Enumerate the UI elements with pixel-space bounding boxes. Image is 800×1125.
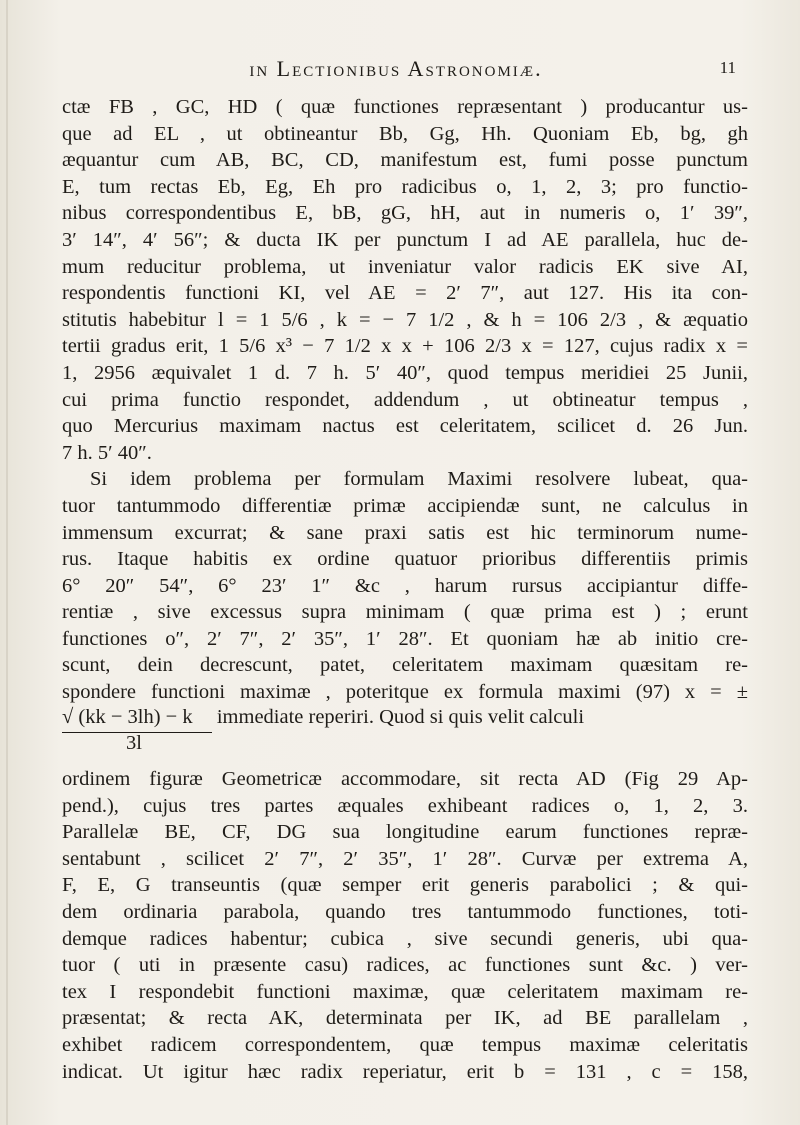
text-line: præsentat; & recta AK, determinata per IK, ad BE parallelam , [62,1007,748,1030]
text-line: rus. Itaque habitis ex ordine quatuor prioribus differentiis primis [62,548,748,571]
text-line: indicat. Ut igitur hæc radix reperiatur, erit b = 131 , c = 158, [62,1060,748,1083]
text-line: que ad EL , ut obtineantur Bb, Gg, Hh. Quoniam Eb, bg, gh [62,122,748,145]
paragraph-start-line: Si idem problema per formulam Maximi resolvere lubeat, qua- [90,468,748,491]
text-line: F, E, G transeuntis (quæ semper erit generis parabolici ; & qui- [62,874,748,897]
text-line: nibus correspondentibus E, bB, gG, hH, aut in numeris o, 1′ 39″, [62,202,748,225]
text-line: tuor tantummodo differentiæ primæ accipiendæ sunt, ne calculus in [62,494,748,517]
text-line: 1, 2956 æquivalet 1 d. 7 h. 5′ 40″, quod tempus meridiei 25 Junii, [62,361,748,384]
text-line: rentiæ , sive excessus supra minimam ( quæ prima est ) ; erunt [62,601,748,624]
text-line: ctæ FB , GC, HD ( quæ functiones repræsentant ) producantur us- [62,96,748,118]
text-line: 3′ 14″, 4′ 56″; & ducta IK per punctum I ad AE parallela, huc de- [62,228,748,251]
text-line: immensum excurrat; & sane praxi satis est hic terminorum nume- [62,521,748,544]
text-line: quo Mercurius maximam nactus est celeritatem, scilicet d. 26 Jun. [62,415,748,438]
text-line: functiones o″, 2′ 7″, 2′ 35″, 1′ 28″. Et quoniam hæ ab initio cre- [62,627,748,650]
text-line: æquantur cum AB, BC, CD, manifestum est, fumi posse punctum [62,149,748,172]
formula-line [62,706,748,764]
text-line: pend.), cujus tres partes æquales exhibeant radices o, 1, 2, 3. [62,794,748,817]
text-line: Parallelæ BE, CF, DG sua longitudine earum functiones repræ- [62,821,748,844]
text-line: sentabunt , scilicet 2′ 7″, 2′ 35″, 1′ 28″. Curvæ per extrema A, [62,847,748,870]
formula-numerator: √ (kk − 3lh) − k [62,706,193,728]
text-line: tex I respondebit functioni maximæ, quæ celeritatem maximam re- [62,980,748,1003]
text-line: respondentis functioni KI, vel AE = 2′ 7″, aut 127. His ita con- [62,282,748,305]
text-line: E, tum rectas Eb, Eg, Eh pro radicibus o, 1, 2, 3; pro functio- [62,175,748,198]
text-line: demque radices habentur; cubica , sive secundi generis, ubi qua- [62,927,748,950]
text-line: 6° 20″ 54″, 6° 23′ 1″ &c , harum rursus accipiantur diffe- [62,574,748,597]
body-text-continued [62,766,748,1116]
page-gutter-shadow [6,0,8,1125]
formula-denominator: 3l [126,732,142,754]
text-line: spondere functioni maximæ , poteritque ex formula maximi (97) x = ± [62,681,748,704]
text-line: tuor ( uti in præsente casu) radices, ac functiones sunt &c. ) ver- [62,954,748,977]
page-number: 11 [719,58,736,77]
page-header [96,56,736,86]
text-line: stitutis habebitur l = 1 5/6 , k = − 7 1/2 , & h = 106 2/3 , & æquatio [62,308,748,331]
text-line: exhibet radicem correspondentem, quæ tempus maximæ celeritatis [62,1033,748,1056]
text-line: 7 h. 5′ 40″. [62,441,152,464]
running-title: in Lectionibus Astronomiæ. [249,56,543,81]
text-line: tertii gradus erit, 1 5/6 x³ − 7 1/2 x x + 106 2/3 x = 127, cujus radix x = [62,335,748,358]
text-line: dem ordinaria parabola, quando tres tantummodo functiones, toti- [62,900,748,923]
text-line: cui prima functio respondet, addendum , ut obtineatur tempus , [62,388,748,411]
text-line: ordinem figuræ Geometricæ accommodare, sit recta AD (Fig 29 Ap- [62,768,748,790]
text-line: scunt, dein decrescunt, patet, celeritatem maximam quæsitam re- [62,654,748,677]
text-line: mum reducitur problema, ut inveniatur valor radicis EK sive AI, [62,255,748,278]
formula-trailing-text: immediate reperiri. Quod si quis velit calculi [216,706,585,728]
